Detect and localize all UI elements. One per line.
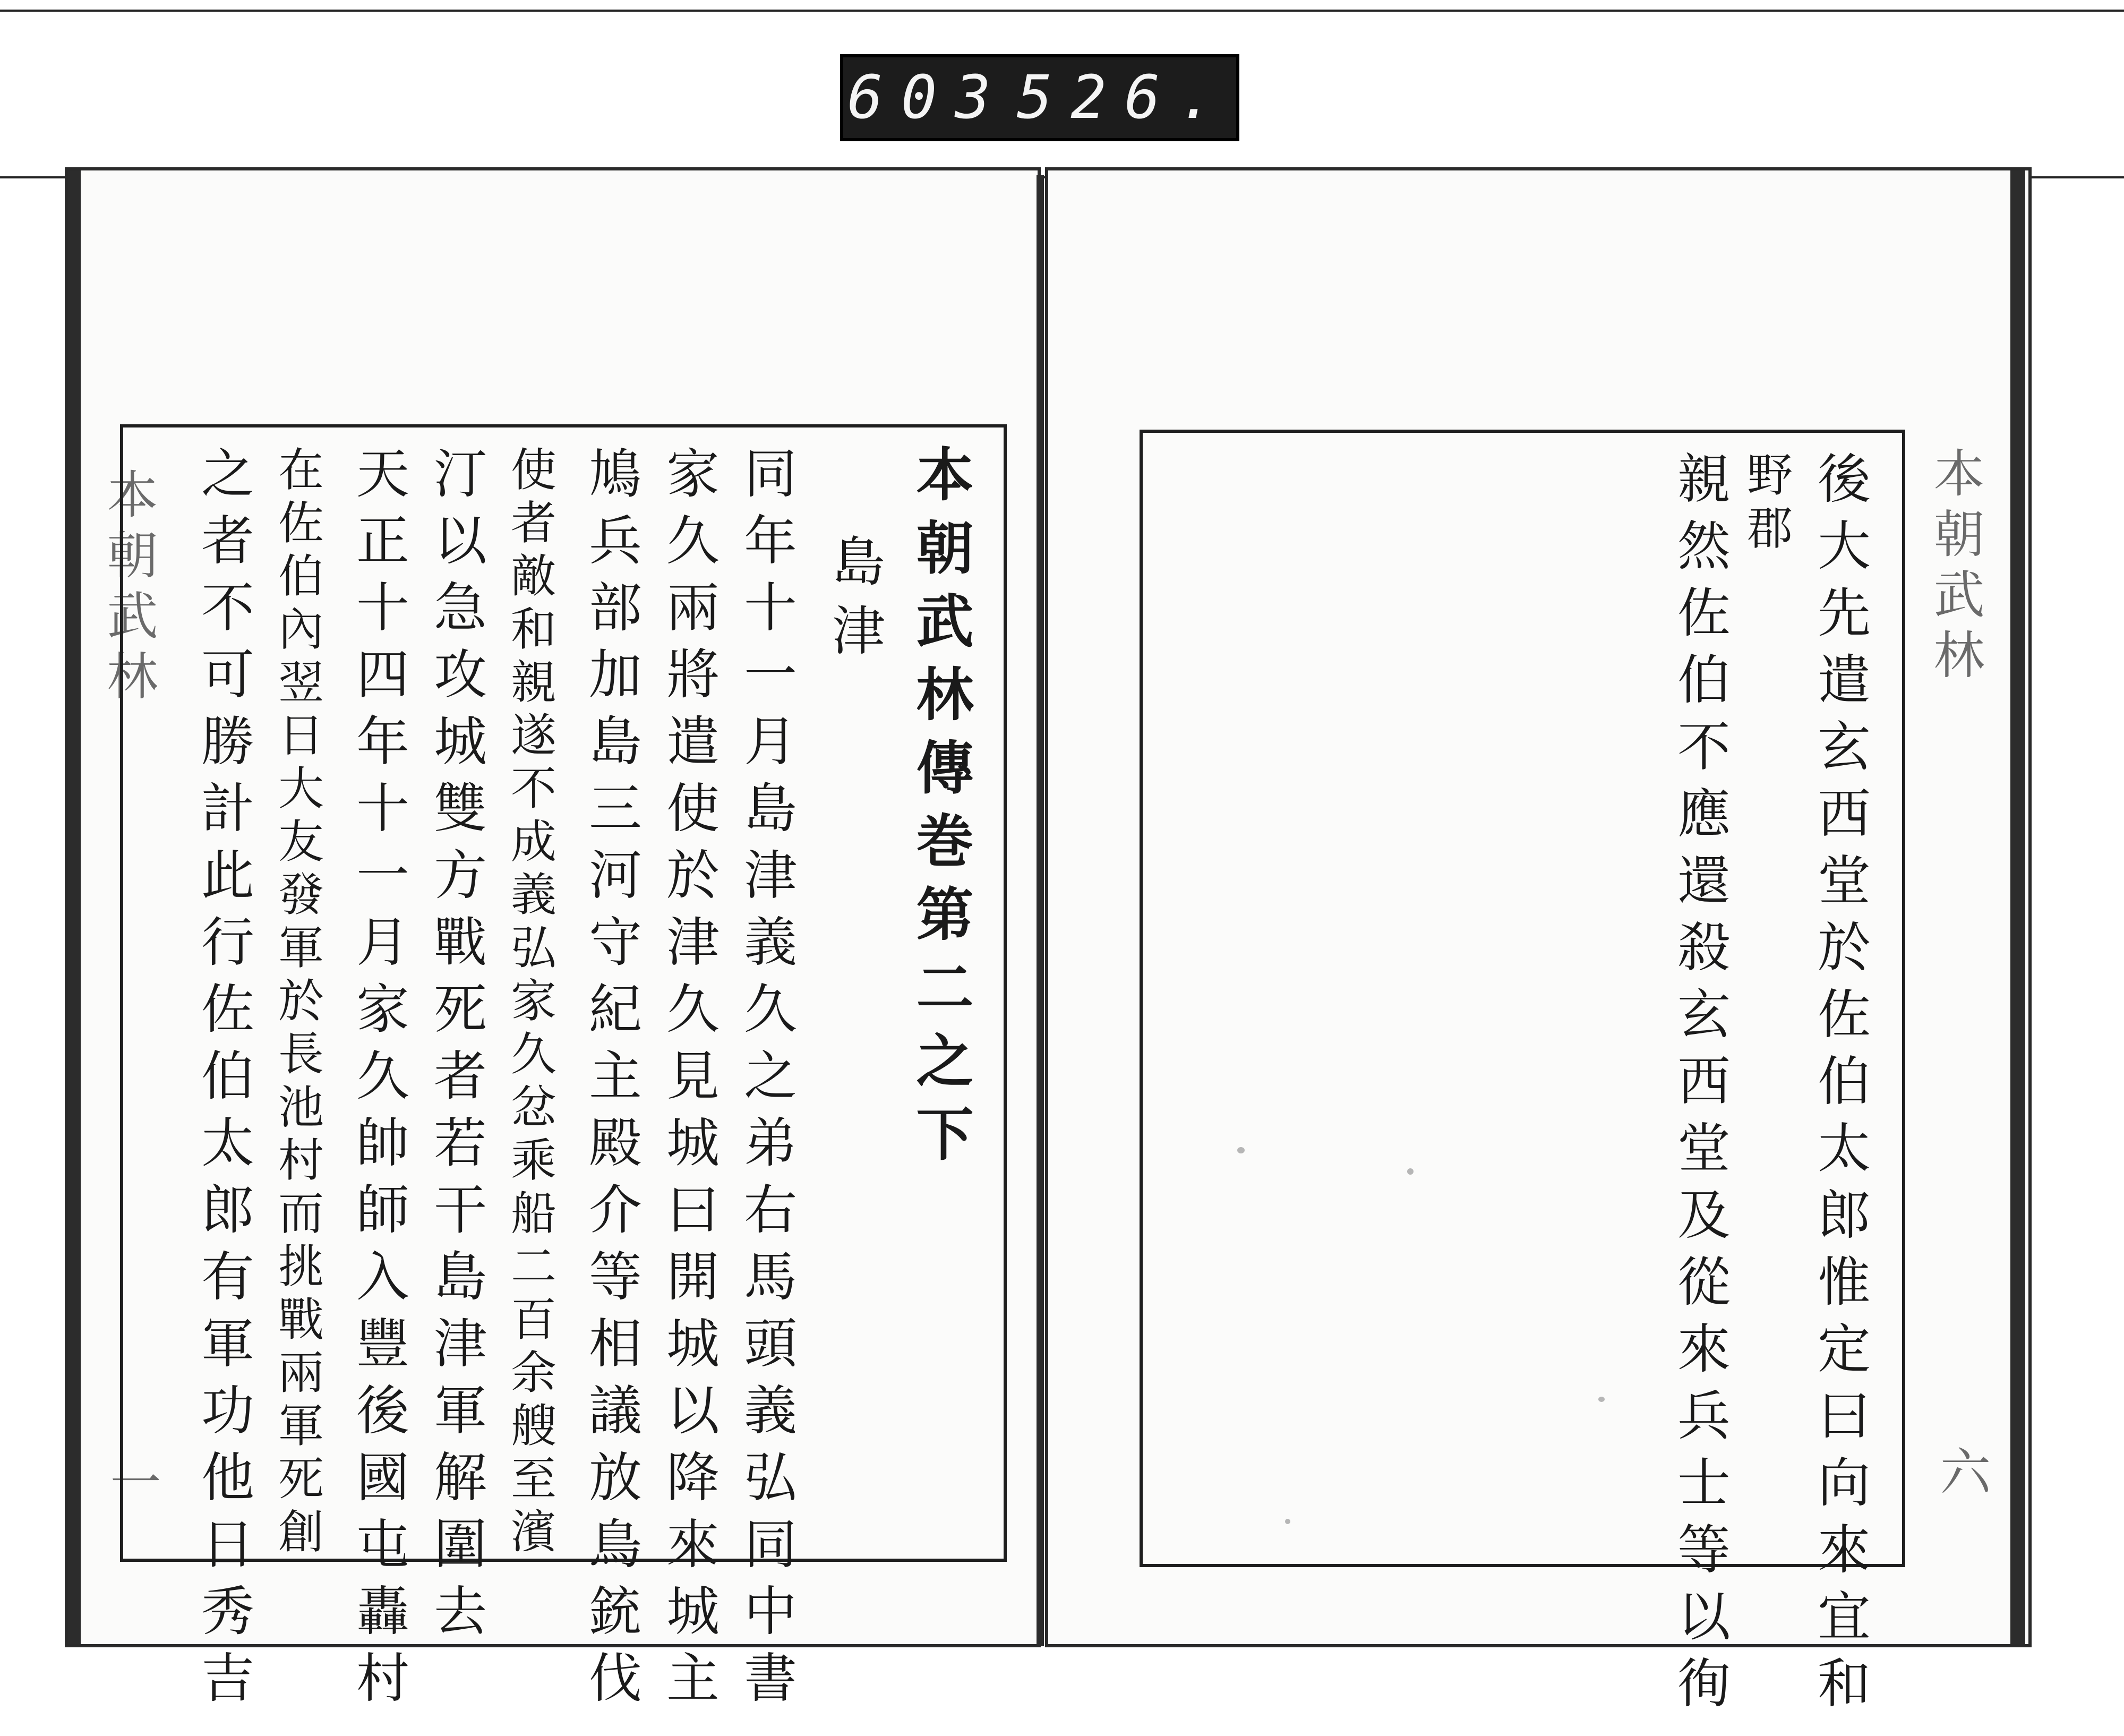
book-gutter <box>1037 175 1044 1646</box>
text-column: 之者不可勝計此行佐伯太郎有軍功他日秀吉 <box>192 446 254 1717</box>
text-column: 鳩兵部加島三河守紀主殿介等相議放鳥銃伐 <box>580 446 642 1717</box>
right-page <box>1045 167 2032 1722</box>
right-folio: 六 <box>1932 1445 1991 1506</box>
text-column: 天正十四年十一月家久帥師入豐後國屯轟村 <box>347 446 409 1717</box>
right-text-frame <box>1140 430 1905 1722</box>
text-column: 同年十一月島津義久之弟右馬頭義弘同中書 <box>735 446 797 1717</box>
scan-speck <box>1285 1519 1290 1524</box>
text-column: 親然佐伯不應還殺玄西堂及從來兵士等以徇 <box>1668 451 1731 1722</box>
right-page-edge <box>2010 170 2025 1644</box>
scan-speck <box>1407 1168 1414 1175</box>
left-folio: 一 <box>102 1456 161 1516</box>
left-page-edge <box>68 170 81 1644</box>
catalog-number-left: 603 <box>847 63 1009 132</box>
text-column: 汀以急攻城雙方戰死者若干島津軍解圍去 <box>425 446 487 1650</box>
scan-speck <box>1598 1397 1605 1402</box>
left-spine-text: 本朝武林 <box>99 468 158 710</box>
scan-speck <box>1237 1147 1245 1153</box>
text-column: 使者敵和親遂不成義弘家久忿乘船二百余艘至濱 <box>503 446 556 1561</box>
text-column: 在佐伯內翌日大友發軍於長池村而挑戰兩軍死創 <box>270 446 323 1561</box>
right-spine-text: 本朝武林 <box>1925 447 1985 689</box>
section-heading: 島津 <box>823 534 885 672</box>
text-column: 家久兩將遣使於津久見城曰開城以降來城主 <box>657 446 720 1717</box>
book-title: 本朝武林傳巻第二之下 <box>906 444 973 1177</box>
text-column: 後大先遣玄西堂於佐伯太郎惟定曰向來宜和 <box>1809 451 1871 1722</box>
text-column: 野郡 <box>1739 451 1792 557</box>
left-page <box>65 167 1041 1717</box>
left-text-frame <box>120 424 1007 1717</box>
top-rule <box>0 10 2124 12</box>
catalog-number-right: 526. <box>1016 63 1232 132</box>
catalog-number-plate <box>840 54 1239 141</box>
